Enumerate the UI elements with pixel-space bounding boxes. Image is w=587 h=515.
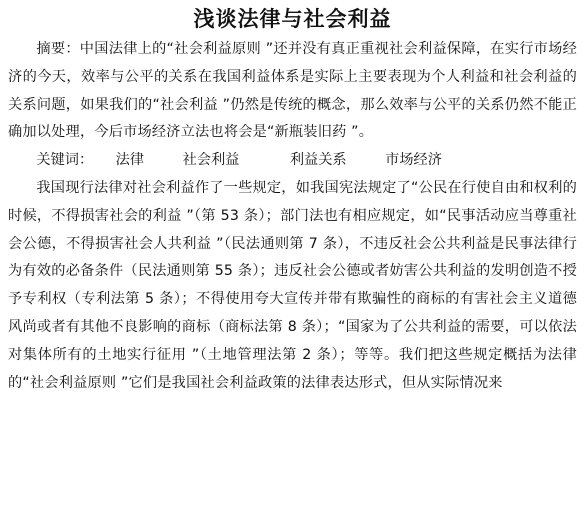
- document-title: 浅谈法律与社会利益: [193, 7, 392, 31]
- body-paragraph: 我国现行法律对社会利益作了一些规定，如我国宪法规定了“公民在行使自由和权利的时候，不得损害社会的利益 ”（第 53 条）；部门法也有相应规定，如“民事活动应当尊重社会公德，不得损害社会人共利益 ”（民法通则第 7 条），不违反社会公共利益是民事法律行为有效的必备条件（民法通则第 55 条）；违反社会公德或者妨害公共利益的发明创造不授予专利权（专利法第 5 条）；不得使用夸大宣传并带有欺骗性的商标的有害社会主义道德风尚或者有其他不良影响的商标（商标法第 8 条）；“国家为了公共利益的需要，可以依法对集体所有的土地实行征用 ”（土地管理法第 2 条）；等等。我们把这些规定概括为法律的“社会利益原则 ”它们是我国社会利益政策的法律表达形式，但从实际情况来: [8, 179, 577, 391]
- keyword-item: 利益关系: [289, 152, 347, 169]
- keyword-item: 市场经济: [385, 152, 442, 169]
- keywords-row: [8, 147, 577, 175]
- abstract-paragraph: 摘要：中国法律上的“社会利益原则 ”还并没有真正重视社会利益保障，在实行市场经济的今天，效率与公平的关系在我国利益体系是实际上主要表现为个人利益和社会利益的关系问题，如果我们的“社会利益 ”仍然是传统的概念，那么效率与公平的关系仍然不能正确加以处理，今后市场经济立法也将会是“新瓶装旧药 ”。: [8, 41, 577, 141]
- keyword-item: 法律: [115, 152, 145, 169]
- keywords-label: 关键词：: [36, 152, 94, 169]
- keyword-item: 社会利益: [182, 152, 240, 169]
